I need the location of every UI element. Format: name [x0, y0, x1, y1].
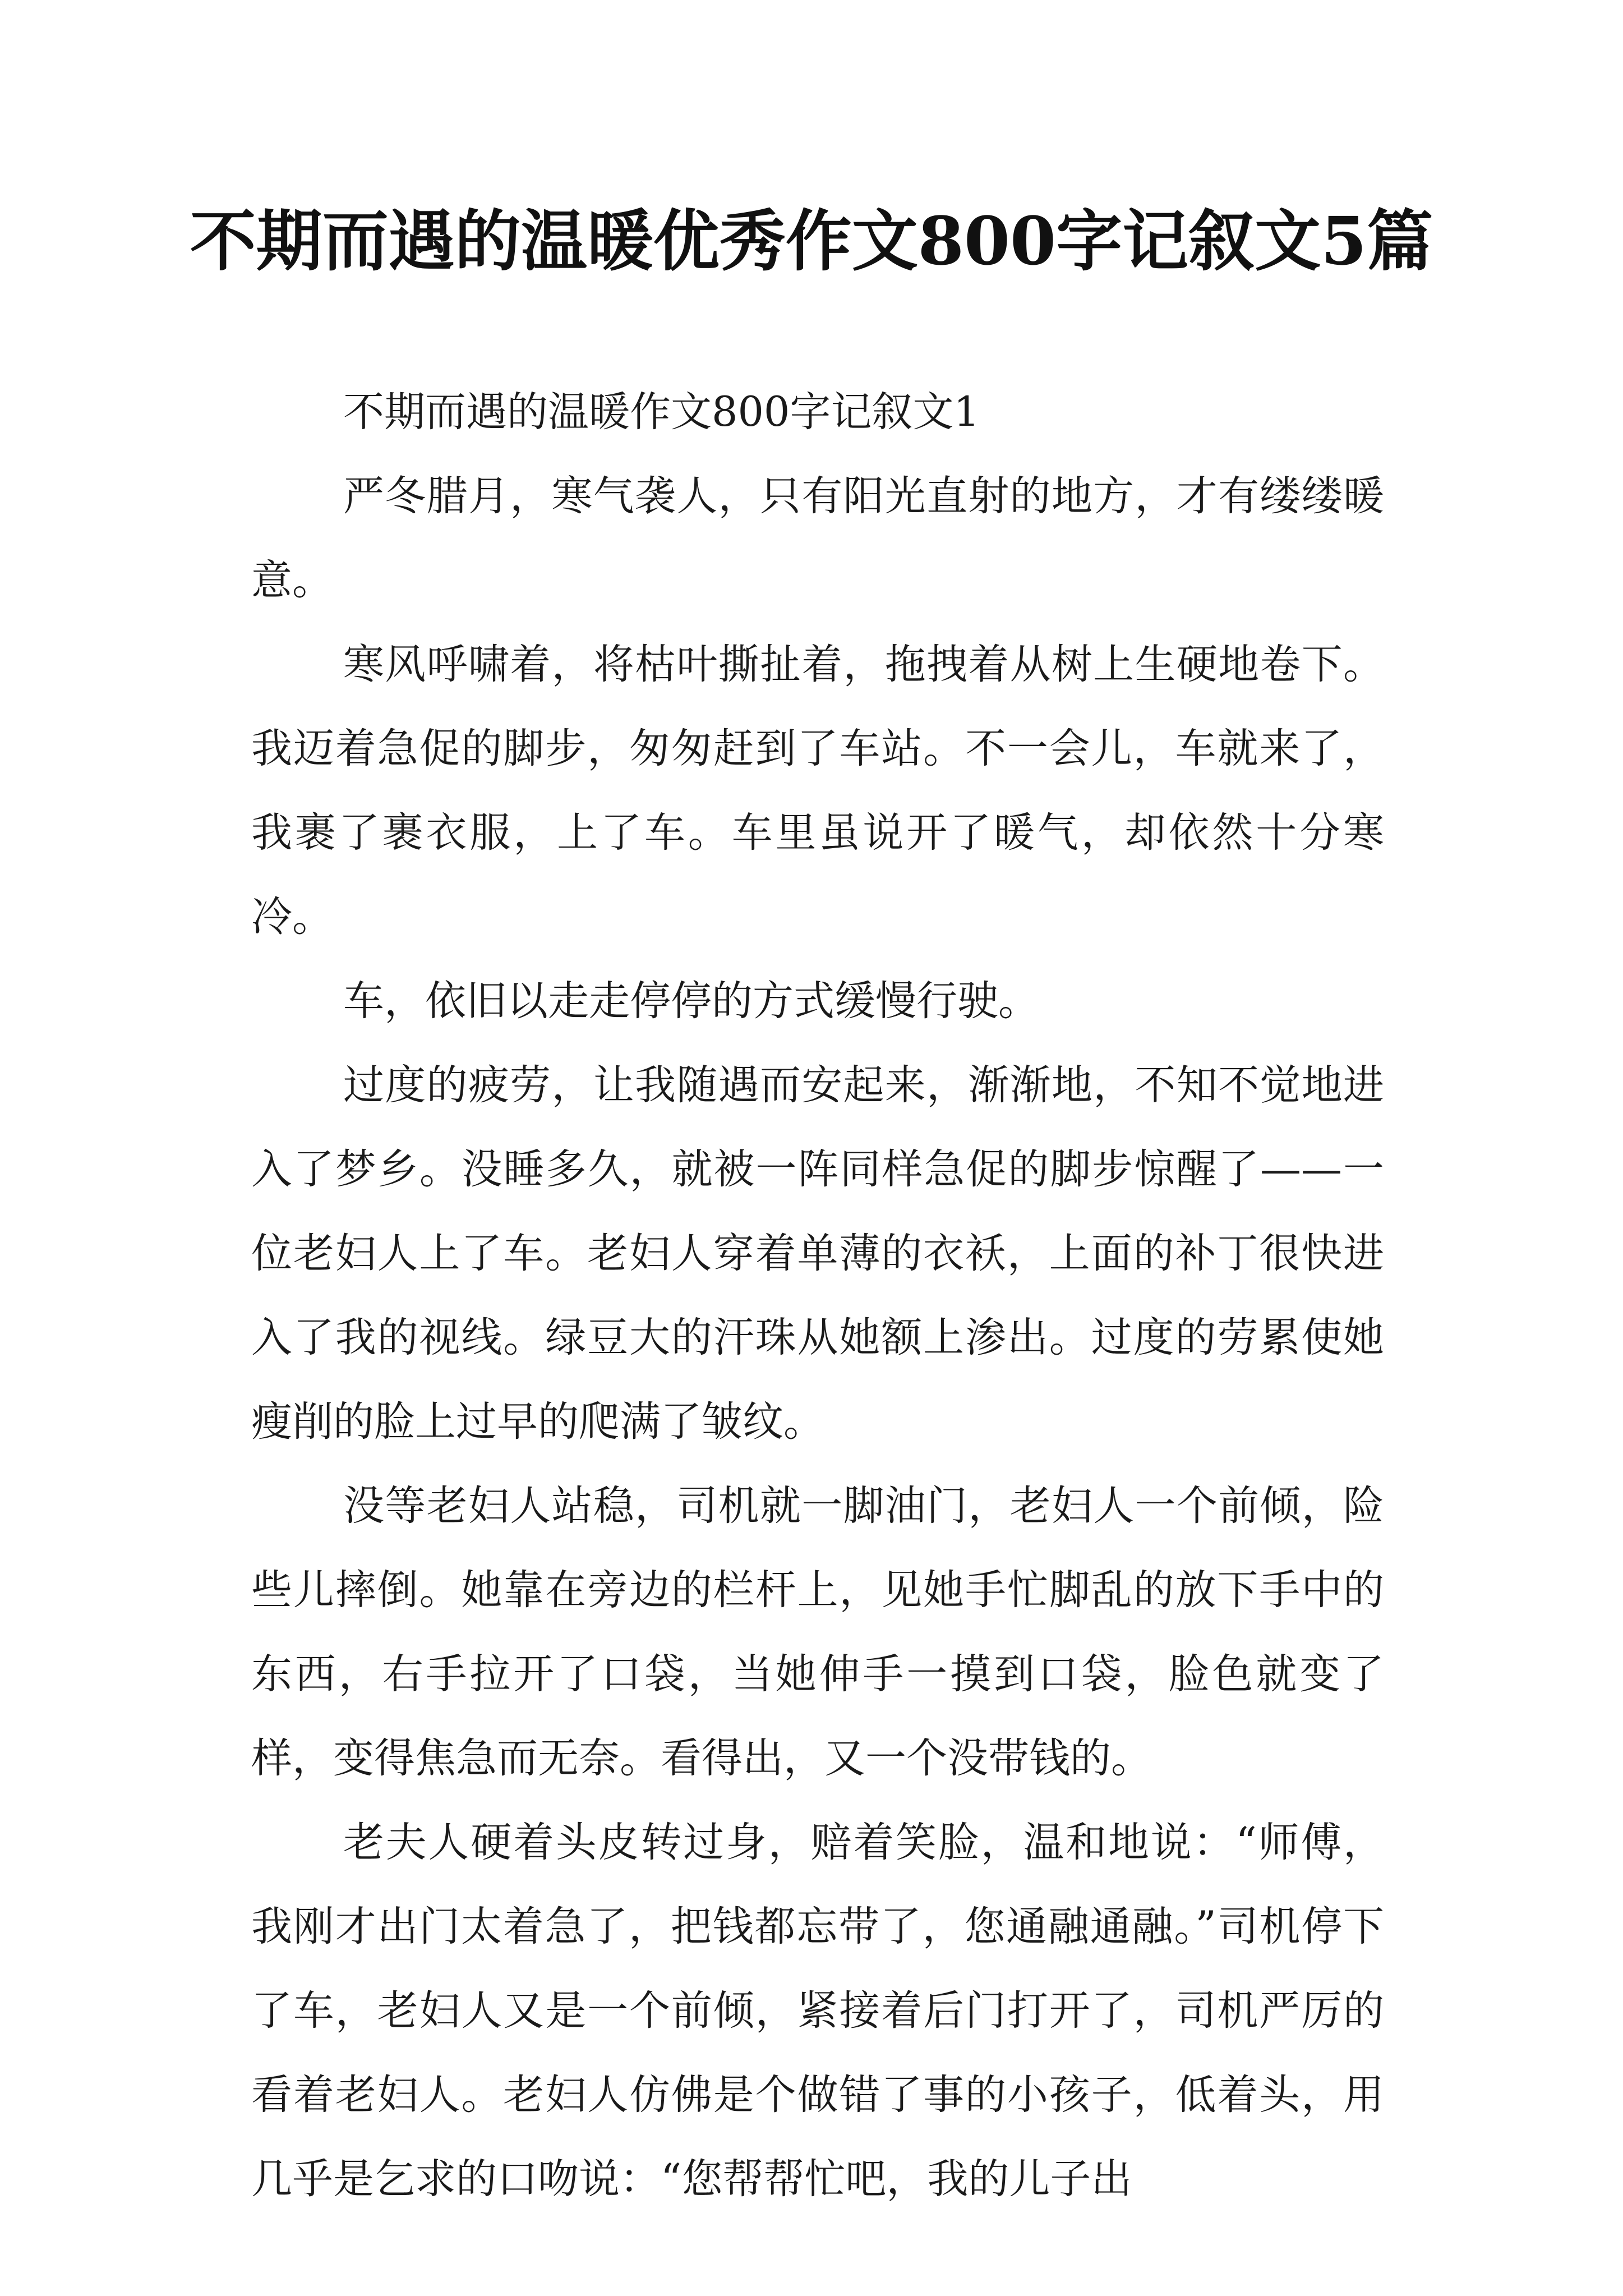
- subheading-essay-1: 不期而遇的温暖作文800字记叙文1: [343, 388, 980, 436]
- paragraph: 车，依旧以走走停停的方式缓慢行驶。: [343, 977, 1039, 1025]
- paragraph: 过度的疲劳，让我随遇而安起来，渐渐地，不知不觉地进入了梦乡。没睡多久，就被一阵同样急促的脚步惊醒了——一位老妇人上了车。老妇人穿着单薄的衣袄，上面的补丁很快进入了我的视线。绿豆大的汗珠从她额上渗出。过度的劳累使她瘦削的脸上过早的爬满了皱纹。: [251, 1061, 1384, 1446]
- paragraph: 寒风呼啸着，将枯叶撕扯着，拖拽着从树上生硬地卷下。我迈着急促的脚步，匆匆赶到了车站。不一会儿，车就来了，我裹了裹衣服，上了车。车里虽说开了暖气，却依然十分寒冷。: [251, 641, 1384, 941]
- paragraph: 老夫人硬着头皮转过身，赔着笑脸，温和地说：“师傅，我刚才出门太着急了，把钱都忘带了，您通融通融。”司机停下了车，老妇人又是一个前倾，紧接着后门打开了，司机严厉的看着老妇人。老妇人仿佛是个做错了事的小孩子，低着头，用几乎是乞求的口吻说：“您帮帮忙吧，我的儿子出: [251, 1819, 1384, 2203]
- document-title: 不期而遇的温暖优秀作文800字记叙文5篇: [190, 202, 1433, 280]
- document-body: [251, 370, 1384, 2221]
- paragraph: 没等老妇人站稳，司机就一脚油门，老妇人一个前倾，险些儿摔倒。她靠在旁边的栏杆上，见她手忙脚乱的放下手中的东西，右手拉开了口袋，当她伸手一摸到口袋，脸色就变了样，变得焦急而无奈。看得出，又一个没带钱的。: [251, 1482, 1384, 1782]
- paragraph: 严冬腊月，寒气袭人，只有阳光直射的地方，才有缕缕暖意。: [251, 472, 1384, 604]
